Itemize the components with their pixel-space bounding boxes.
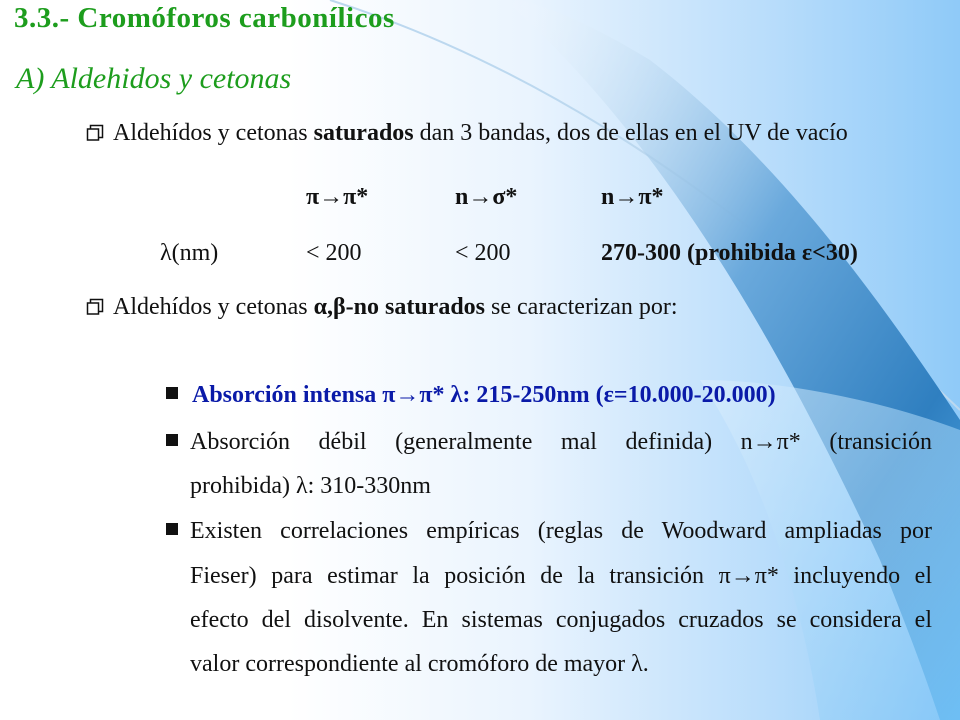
- para2-bold: α,β-no saturados: [313, 294, 486, 320]
- square-bullet-icon: [166, 523, 178, 535]
- table-header-pi-pi: π→π*: [306, 184, 369, 210]
- table-cell-1: < 200: [306, 240, 362, 266]
- table-row-label: λ(nm): [160, 240, 219, 266]
- table-cell-3: 270-300 (prohibida ε<30): [601, 240, 858, 266]
- table-cell-2: < 200: [455, 240, 511, 266]
- open-box-bullet-icon: [86, 122, 104, 140]
- para1-bold: saturados: [313, 120, 414, 146]
- bullet3-line4: valor correspondiente al cromóforo de mayor λ.: [190, 651, 649, 677]
- para2-post: se caracterizan por:: [485, 294, 678, 320]
- bullet1-text: Absorción intensa π→π* λ: 215-250nm (ε=10.000-20.000): [192, 382, 776, 408]
- bullet2-line1: Absorción débil (generalmente mal definida) n→π* (transición: [190, 429, 932, 455]
- bullet-intense-absorption: [166, 382, 776, 409]
- para1-post: dan 3 bandas, dos de ellas en el UV de vacío: [413, 120, 848, 146]
- open-box-bullet-icon: [86, 296, 104, 314]
- para2-pre: Aldehídos y cetonas: [113, 294, 314, 320]
- table-header-n-pi: n→π*: [601, 184, 664, 210]
- square-bullet-icon: [166, 434, 178, 446]
- table-header-n-sigma: n→σ*: [455, 184, 518, 210]
- bullet2-line2: prohibida) λ: 310-330nm: [190, 473, 431, 499]
- bullet3-line3: efecto del disolvente. En sistemas conjugados cruzados se considera el: [190, 607, 932, 633]
- slide-subtitle: A) Aldehidos y cetonas: [16, 62, 292, 95]
- para1-pre: Aldehídos y cetonas: [113, 120, 314, 146]
- bullet3-line2: Fieser) para estimar la posición de la transición π→π* incluyendo el: [190, 563, 932, 589]
- paragraph-unsaturated: [86, 294, 678, 321]
- slide-title: 3.3.- Cromóforos carbonílicos: [14, 2, 395, 34]
- bullet3-line1: Existen correlaciones empíricas (reglas de Woodward ampliadas por: [190, 518, 932, 544]
- square-bullet-icon: [166, 387, 178, 399]
- paragraph-saturated: [86, 120, 848, 147]
